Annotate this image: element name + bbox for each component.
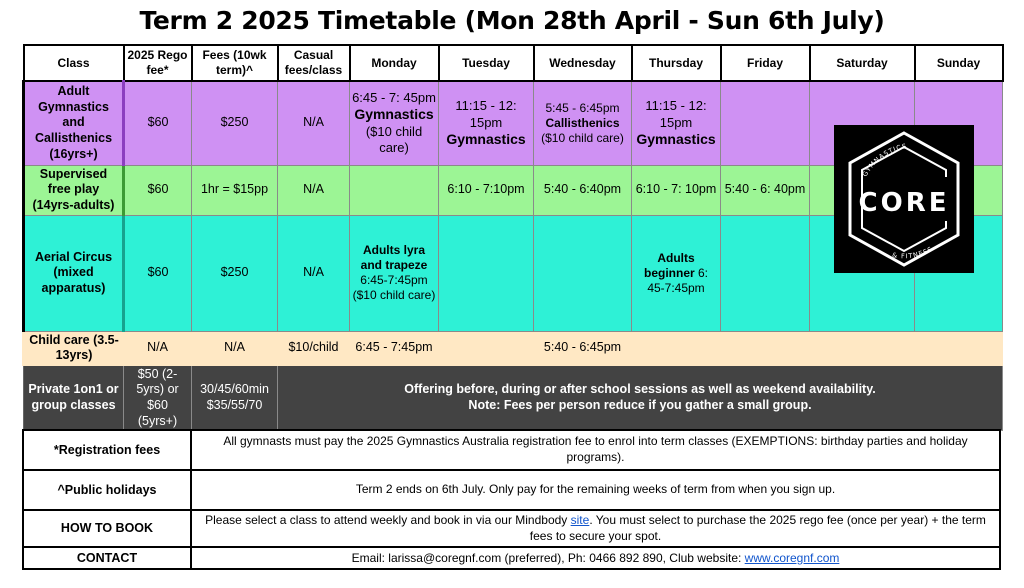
availability-line: Offering before, during or after school sessions as well as weekend availability.	[404, 382, 876, 397]
rego-fee: $60	[124, 215, 192, 331]
info-table	[22, 429, 1001, 570]
class-name: Adult Gymnastics and Callisthenics (16yrs+)	[24, 81, 124, 165]
session-time: 11:15 - 12: 15pm	[455, 98, 517, 130]
friday-session	[721, 215, 810, 331]
info-row-registration	[23, 430, 1000, 470]
session-note: ($10 child care)	[352, 288, 436, 302]
friday-session: 5:40 - 6: 40pm	[721, 165, 810, 215]
casual-fee: N/A	[278, 165, 350, 215]
thursday-session	[632, 81, 721, 165]
session-title-level: beginner	[643, 265, 695, 280]
page-title: Term 2 2025 Timetable (Mon 28th April - Sun 6th July)	[139, 6, 885, 35]
session-time-start: 6:	[698, 265, 709, 280]
wednesday-session: 5:40 - 6:45pm	[534, 331, 632, 365]
logo-wordmark: CORE	[858, 188, 950, 218]
header-sunday: Sunday	[915, 45, 1003, 81]
friday-session	[721, 331, 810, 365]
info-text: Term 2 ends on 6th July. Only pay for the remaining weeks of term from when you sign up.	[191, 470, 1000, 510]
rego-fee: $50 (2-5yrs) or $60 (5yrs+)	[124, 365, 192, 431]
monday-session	[350, 81, 439, 165]
header-saturday: Saturday	[810, 45, 915, 81]
header-class: Class	[24, 45, 124, 81]
core-logo-graphic	[834, 125, 974, 273]
casual-fee: N/A	[278, 215, 350, 331]
header-monday: Monday	[350, 45, 439, 81]
header-rego-fee: 2025 Rego fee*	[124, 45, 192, 81]
sunday-session	[915, 331, 1003, 365]
monday-session	[350, 215, 439, 331]
class-name: Child care (3.5-13yrs)	[24, 331, 124, 365]
friday-session	[721, 81, 810, 165]
info-text	[191, 547, 1000, 569]
term-fee: 30/45/60min $35/55/70	[192, 365, 278, 431]
class-name: Supervised free play (14yrs-adults)	[24, 165, 124, 215]
session-time: 6:45 - 7: 45pm	[352, 90, 436, 106]
session-time-end: 45-7:45pm	[647, 280, 705, 295]
club-website-link[interactable]: www.coregnf.com	[744, 550, 840, 565]
info-text: All gymnasts must pay the 2025 Gymnastics Australia registration fee to enrol into term classes (EXEMPTIONS: birthday parties and holiday programs).	[191, 430, 1000, 470]
term-fee: $250	[192, 81, 278, 165]
wednesday-session	[534, 215, 632, 331]
rego-fee: $60	[124, 165, 192, 215]
booking-text: Please select a class to attend weekly and book in via our Mindbody	[205, 513, 571, 527]
header-fees: Fees (10wk term)^	[192, 45, 278, 81]
wednesday-session: 5:40 - 6:40pm	[534, 165, 632, 215]
header-friday: Friday	[721, 45, 810, 81]
casual-fee: $10/child	[278, 331, 350, 365]
session-time: 6:45-7:45pm	[360, 273, 428, 287]
session-note: ($10 child care)	[365, 123, 423, 156]
info-label: *Registration fees	[23, 430, 191, 470]
tuesday-session	[439, 215, 534, 331]
private-availability-note	[278, 365, 1003, 431]
thursday-session: 6:10 - 7: 10pm	[632, 165, 721, 215]
info-label: ^Public holidays	[23, 470, 191, 510]
header-casual: Casual fees/class	[278, 45, 350, 81]
session-title: Adults lyra and trapeze	[360, 243, 428, 272]
info-text	[191, 510, 1000, 547]
session-title: Adults	[657, 250, 695, 265]
tuesday-session: 6:10 - 7:10pm	[439, 165, 534, 215]
session-title: Gymnastics	[354, 106, 434, 123]
thursday-session	[632, 331, 721, 365]
row-child-care	[24, 331, 1003, 365]
casual-fee: N/A	[278, 81, 350, 165]
wednesday-session	[534, 81, 632, 165]
monday-session	[350, 165, 439, 215]
session-time: 11:15 - 12: 15pm	[645, 98, 707, 130]
session-title: Gymnastics	[446, 130, 526, 147]
class-name: Aerial Circus (mixed apparatus)	[24, 215, 124, 331]
svg-text:GYMNASTICS	[861, 142, 908, 178]
session-title: Gymnastics	[636, 130, 716, 147]
session-note: ($10 child care)	[541, 130, 624, 145]
booking-text-after: . You must select to purchase the 2025 rego fee (once per year) + the term fees to secure your spot.	[529, 513, 986, 543]
logo-top-text: GYMNASTICS	[860, 142, 908, 179]
info-label: CONTACT	[23, 547, 191, 569]
mindbody-site-link[interactable]: site	[570, 513, 590, 527]
saturday-session	[810, 331, 915, 365]
session-time: 5:45 - 6:45pm	[545, 100, 620, 115]
rego-fee: N/A	[124, 331, 192, 365]
info-row-how-to-book	[23, 510, 1000, 547]
header-thursday: Thursday	[632, 45, 721, 81]
tuesday-session	[439, 81, 534, 165]
info-row-holidays	[23, 470, 1000, 510]
core-logo	[834, 125, 974, 273]
term-fee: $250	[192, 215, 278, 331]
info-label: HOW TO BOOK	[23, 510, 191, 547]
group-discount-line: Note: Fees per person reduce if you gather a small group.	[468, 398, 812, 412]
info-row-contact	[23, 547, 1000, 569]
term-fee: 1hr = $15pp	[192, 165, 278, 215]
logo-bottom-text: & FITNESS	[891, 244, 935, 261]
header-row	[24, 45, 1003, 81]
thursday-session	[632, 215, 721, 331]
header-tuesday: Tuesday	[439, 45, 534, 81]
class-name: Private 1on1 or group classes	[24, 365, 124, 431]
rego-fee: $60	[124, 81, 192, 165]
contact-text: Email: larissa@coregnf.com (preferred), Ph: 0466 892 890, Club website:	[351, 550, 745, 565]
monday-session: 6:45 - 7:45pm	[350, 331, 439, 365]
term-fee: N/A	[192, 331, 278, 365]
session-title: Callisthenics	[545, 115, 620, 130]
row-private-classes	[24, 365, 1003, 431]
header-wednesday: Wednesday	[534, 45, 632, 81]
tuesday-session	[439, 331, 534, 365]
